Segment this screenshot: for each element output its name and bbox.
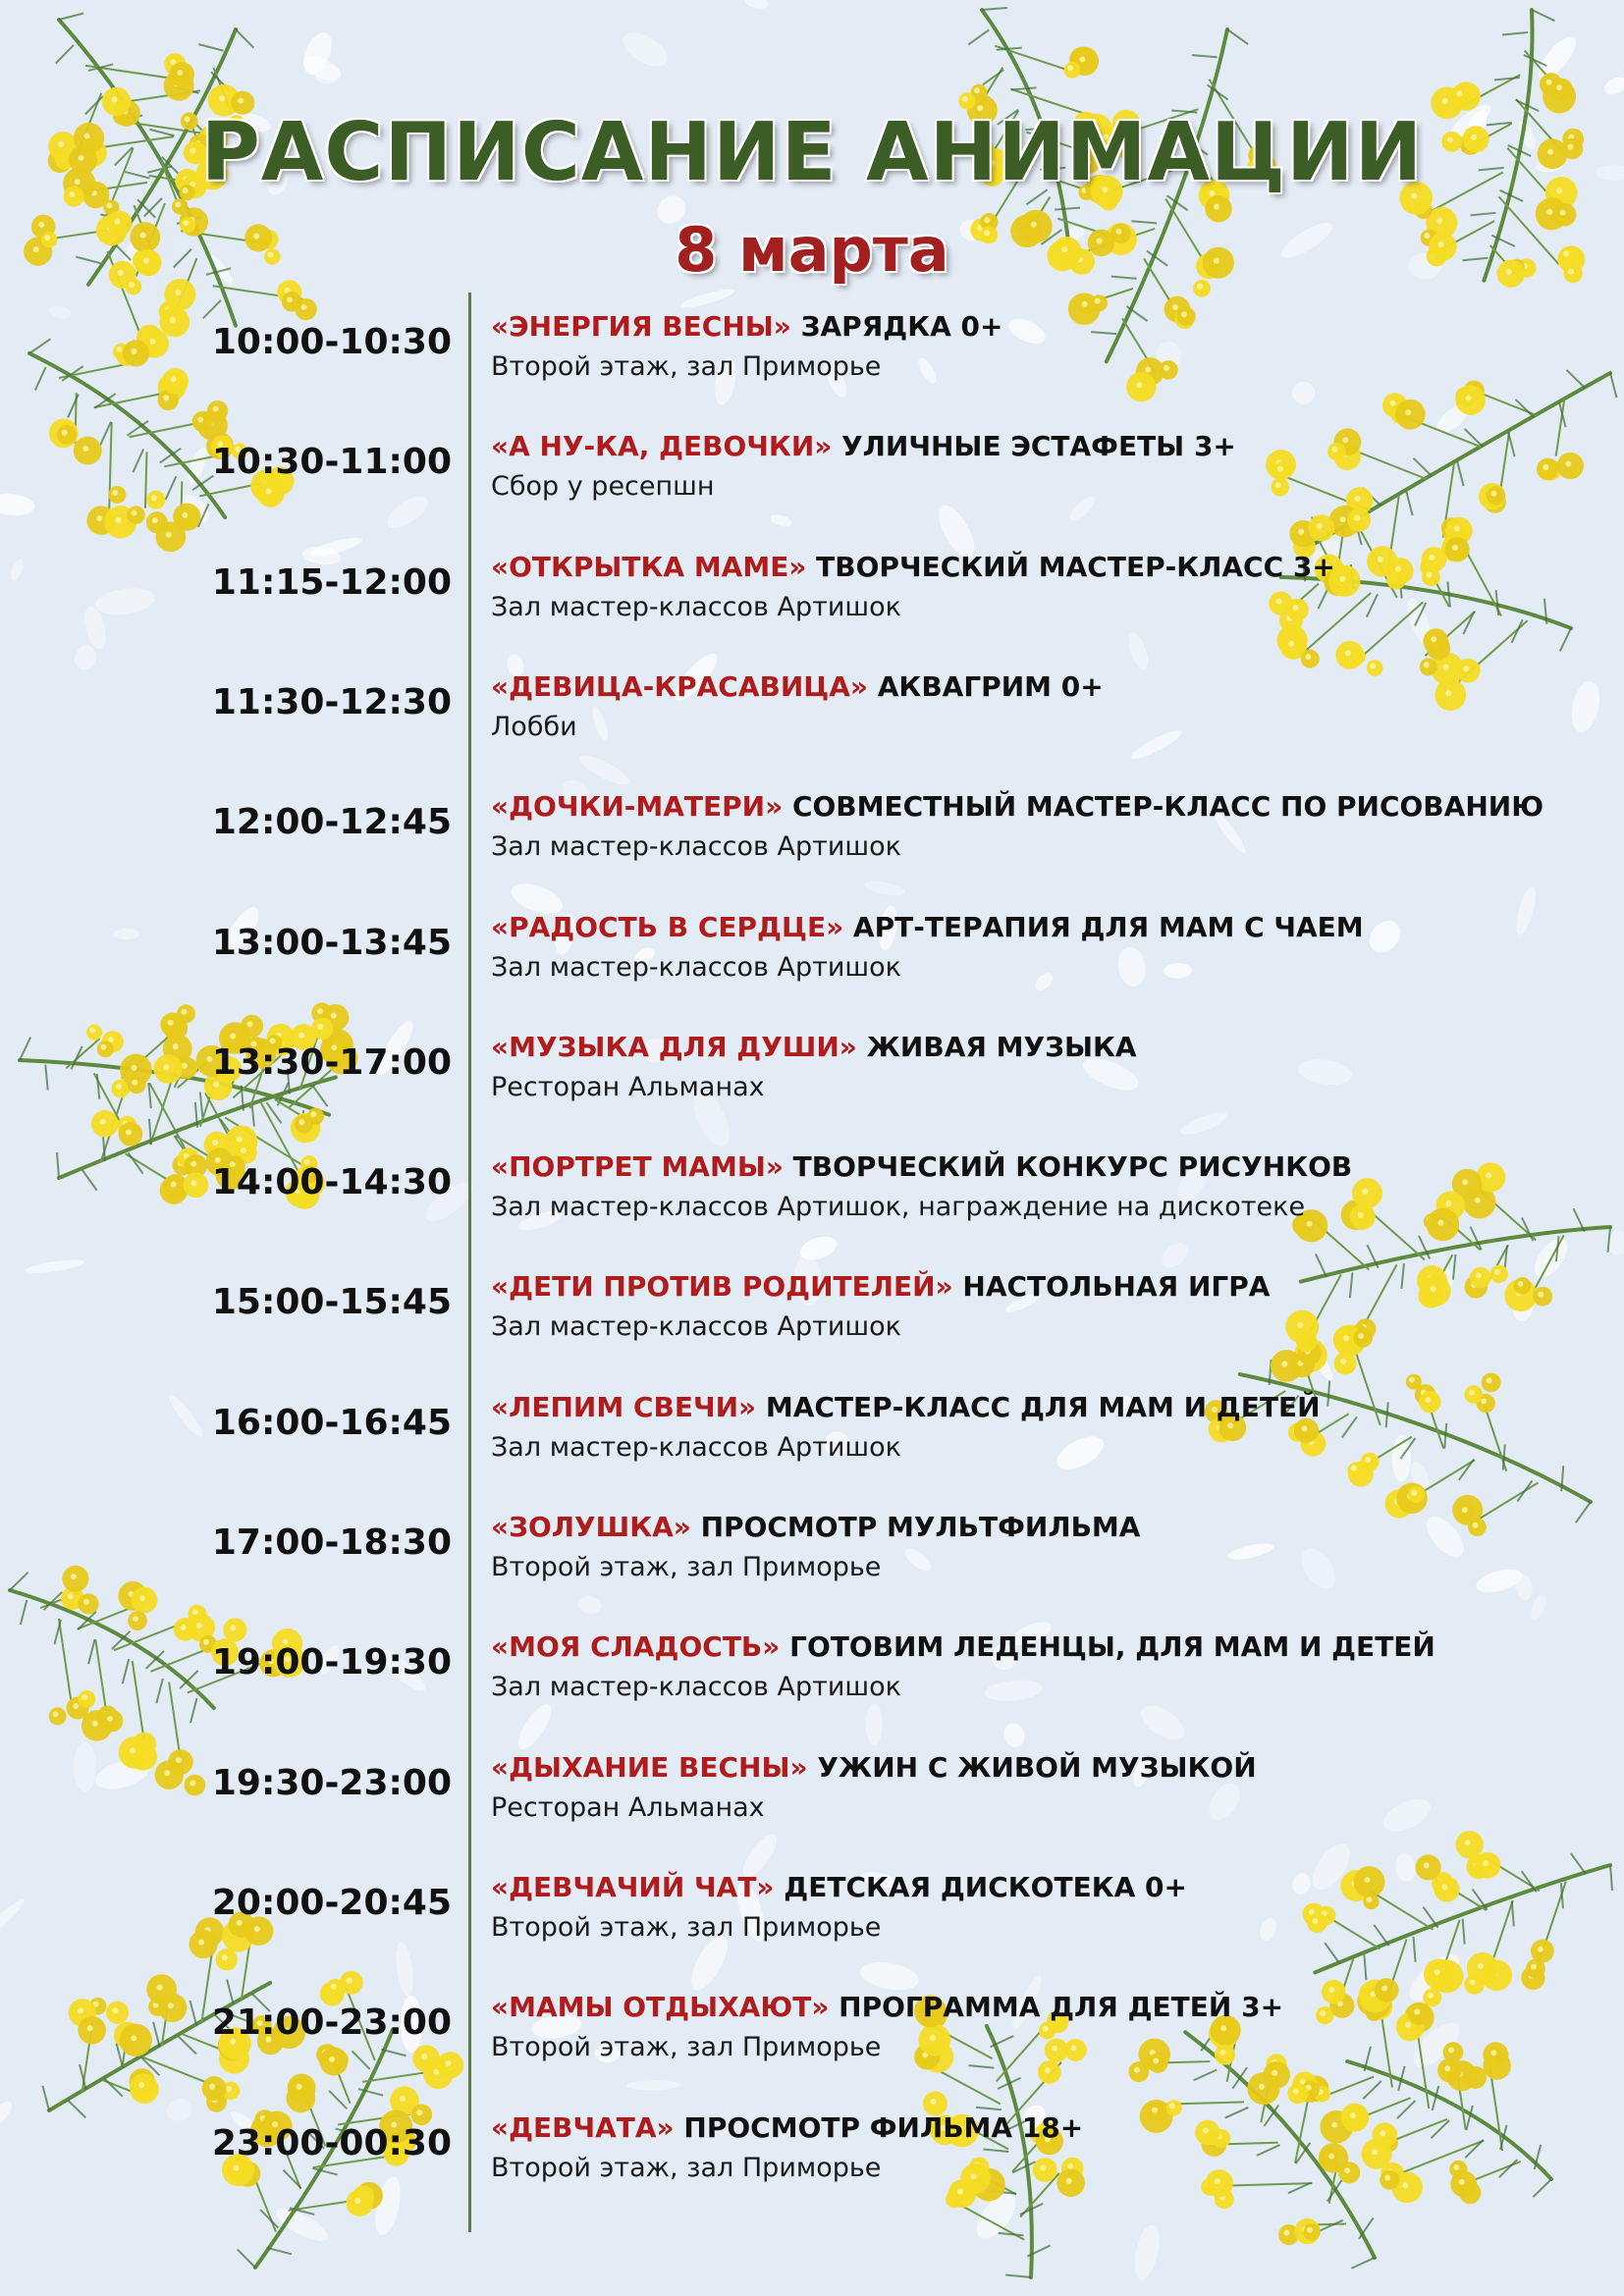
time-range: 12:00-12:45 <box>211 802 452 843</box>
event-title <box>491 670 1104 703</box>
event-activity: ПРОСМОТР МУЛЬТФИЛЬМА <box>690 1511 1141 1543</box>
event-name: «ЭНЕРГИЯ ВЕСНЫ» <box>491 310 791 343</box>
time-range: 10:30-11:00 <box>211 442 452 483</box>
time-range: 13:00-13:45 <box>211 922 452 963</box>
event-title <box>491 1751 1257 1784</box>
time-range: 21:00-23:00 <box>211 2002 452 2044</box>
event-name: «МУЗЫКА ДЛЯ ДУШИ» <box>491 1030 857 1063</box>
event-activity: СОВМЕСТНЫЙ МАСТЕР-КЛАСС ПО РИСОВАНИЮ <box>783 790 1544 824</box>
event-location: Зал мастер-классов Артишок <box>491 1431 901 1463</box>
time-range: 19:30-23:00 <box>211 1762 452 1803</box>
event-activity: ДЕТСКАЯ ДИСКОТЕКА 0+ <box>774 1870 1187 1903</box>
event-activity: МАСТЕР-КЛАСС ДЛЯ МАМ И ДЕТЕЙ <box>756 1390 1321 1423</box>
schedule-row <box>0 2096 1624 2216</box>
event-location: Зал мастер-классов Артишок, награждение на дискотеке <box>491 1192 1306 1223</box>
time-range: 23:00-00:30 <box>211 2122 452 2163</box>
event-name: «ПОРТРЕТ МАМЫ» <box>491 1150 784 1184</box>
event-location: Зал мастер-классов Артишок <box>491 591 901 622</box>
schedule-row <box>0 414 1624 534</box>
event-title <box>491 790 1543 823</box>
event-activity: ЗАРЯДКА 0+ <box>790 310 1003 343</box>
event-location: Ресторан Альманах <box>491 1791 765 1823</box>
event-location: Зал мастер-классов Артишок <box>491 831 901 863</box>
event-activity: ЖИВАЯ МУЗЫКА <box>856 1030 1137 1063</box>
date-subtitle: 8 марта <box>675 214 949 286</box>
event-name: «ДЫХАНИЕ ВЕСНЫ» <box>491 1750 808 1784</box>
event-location: Зал мастер-классов Артишок <box>491 951 901 983</box>
time-range: 16:00-16:45 <box>211 1402 452 1443</box>
event-title <box>491 1630 1435 1663</box>
event-activity: АРТ-ТЕРАПИЯ ДЛЯ МАМ С ЧАЕМ <box>843 910 1364 943</box>
schedule-row <box>0 535 1624 655</box>
event-name: «ЗОЛУШКА» <box>491 1511 691 1543</box>
event-activity: НАСТОЛЬНАЯ ИГРА <box>952 1270 1271 1304</box>
event-name: «ДЕВЧАЧИЙ ЧАТ» <box>491 1870 775 1903</box>
event-title <box>491 2111 1083 2144</box>
event-name: «МОЯ СЛАДОСТЬ» <box>491 1630 781 1664</box>
event-activity: ТВОРЧЕСКИЙ МАСТЕР-КЛАСС 3+ <box>806 550 1335 583</box>
event-activity: УЖИН С ЖИВОЙ МУЗЫКОЙ <box>807 1750 1257 1784</box>
event-location: Зал мастер-классов Артишок <box>491 1672 901 1703</box>
event-name: «ЛЕПИМ СВЕЧИ» <box>491 1390 757 1423</box>
time-range: 11:15-12:00 <box>211 561 452 603</box>
schedule-row <box>0 1615 1624 1735</box>
event-activity: УЛИЧНЫЕ ЭСТАФЕТЫ 3+ <box>832 430 1236 463</box>
event-name: «ДОЧКИ-МАТЕРИ» <box>491 790 784 824</box>
event-activity: АКВАГРИМ 0+ <box>868 669 1104 703</box>
event-name: «МАМЫ ОТДЫХАЮТ» <box>491 1991 830 2024</box>
event-title <box>491 1150 1352 1183</box>
event-title <box>491 551 1335 583</box>
event-location: Второй этаж, зал Приморье <box>491 1552 882 1582</box>
event-location: Ресторан Альманах <box>491 1071 765 1102</box>
event-location: Второй этаж, зал Приморье <box>491 2032 882 2063</box>
event-name: «РАДОСТЬ В СЕРДЦЕ» <box>491 910 844 943</box>
schedule-row <box>0 1855 1624 1975</box>
event-title <box>491 1511 1140 1543</box>
schedule-row <box>0 294 1624 414</box>
schedule-row <box>0 1135 1624 1255</box>
schedule-row <box>0 1375 1624 1495</box>
event-name: «ДЕВЧАТА» <box>491 2110 675 2144</box>
schedule-row <box>0 655 1624 774</box>
event-title <box>491 1391 1321 1423</box>
event-name: «А НУ-КА, ДЕВОЧКИ» <box>491 430 833 463</box>
event-activity: ПРОГРАММА ДЛЯ ДЕТЕЙ 3+ <box>829 1991 1284 2024</box>
event-title <box>491 1991 1283 2023</box>
time-range: 20:00-20:45 <box>211 1882 452 1923</box>
event-location: Сбор у ресепшн <box>491 471 715 503</box>
event-activity: ГОТОВИМ ЛЕДЕНЦЫ, ДЛЯ МАМ И ДЕТЕЙ <box>780 1630 1435 1664</box>
event-name: «ОТКРЫТКА МАМЕ» <box>491 550 807 583</box>
page-title: РАСПИСАНИЕ АНИМАЦИИ <box>200 106 1424 199</box>
event-activity: ТВОРЧЕСКИЙ КОНКУРС РИСУНКОВ <box>783 1150 1353 1184</box>
schedule-row <box>0 1015 1624 1135</box>
time-range: 14:00-14:30 <box>211 1162 452 1203</box>
event-title <box>491 1270 1270 1303</box>
schedule-row <box>0 1495 1624 1615</box>
event-title <box>491 310 1002 343</box>
event-location: Второй этаж, зал Приморье <box>491 1911 882 1943</box>
event-location: Зал мастер-классов Артишок <box>491 1311 901 1343</box>
event-name: «ДЕВИЦА-КРАСАВИЦА» <box>491 669 869 703</box>
event-title <box>491 911 1364 943</box>
event-location: Второй этаж, зал Приморье <box>491 351 882 382</box>
event-title <box>491 430 1236 462</box>
event-title <box>491 1871 1187 1903</box>
time-range: 15:00-15:45 <box>211 1282 452 1323</box>
event-location: Второй этаж, зал Приморье <box>491 2152 882 2183</box>
event-title <box>491 1031 1137 1063</box>
time-range: 19:00-19:30 <box>211 1642 452 1683</box>
schedule-row <box>0 1975 1624 2095</box>
schedule-row <box>0 774 1624 894</box>
schedule-row <box>0 1735 1624 1855</box>
schedule-row <box>0 1255 1624 1374</box>
time-range: 11:30-12:30 <box>211 681 452 722</box>
event-location: Лобби <box>491 711 577 742</box>
time-range: 17:00-18:30 <box>211 1522 452 1563</box>
time-range: 10:00-10:30 <box>211 322 452 362</box>
time-range: 13:30-17:00 <box>211 1041 452 1083</box>
event-name: «ДЕТИ ПРОТИВ РОДИТЕЛЕЙ» <box>491 1270 953 1304</box>
event-activity: ПРОСМОТР ФИЛЬМА 18+ <box>674 2110 1084 2144</box>
schedule-row <box>0 895 1624 1015</box>
